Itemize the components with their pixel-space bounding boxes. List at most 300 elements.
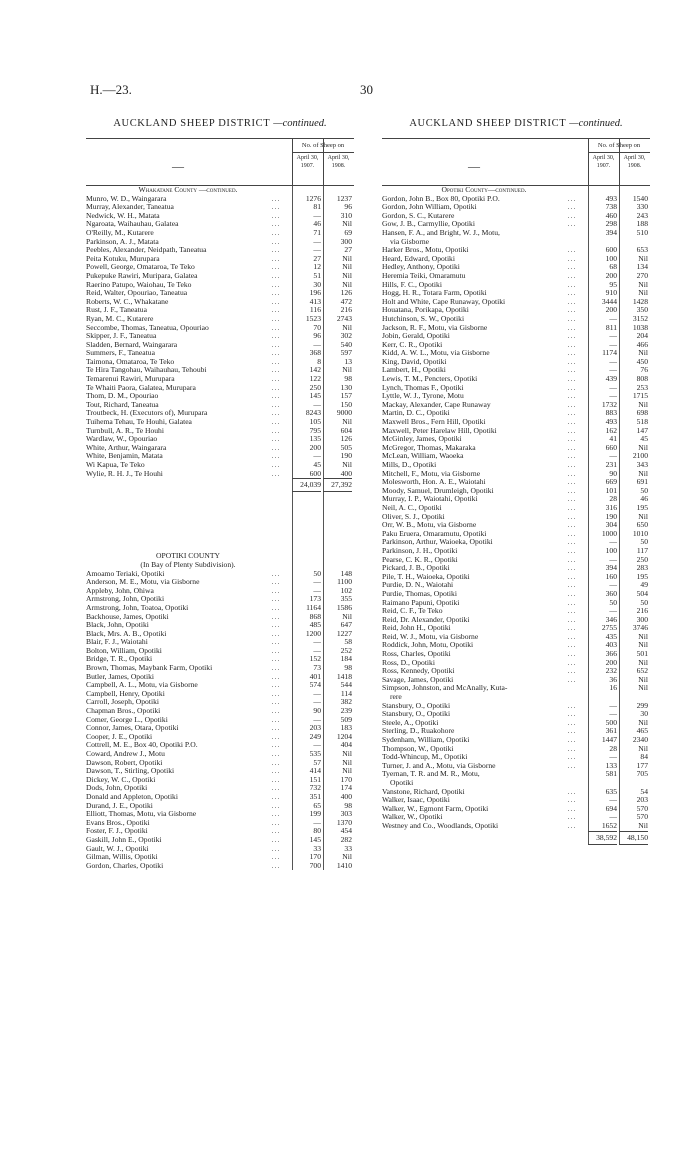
leader-dots: ... [271,664,281,673]
sheep-1907: 738 [605,202,617,212]
owner-name: Munro, W. D., Waingarara [86,194,167,203]
leader-dots: ... [271,246,281,255]
owner-name: Walker, W., Opotiki [382,813,443,822]
spacer-row [86,544,354,553]
sheep-1908: 465 [636,726,648,736]
leader-dots: ... [271,280,281,289]
sheep-1907: 170 [309,852,321,862]
leader-dots: ... [271,271,281,280]
leader-dots: ... [567,478,577,487]
sheep-1908: 1010 [632,528,648,538]
right-column [382,116,650,845]
sheep-1908: 50 [640,597,648,607]
leader-dots: ... [567,357,577,366]
table-body [382,186,650,845]
sheep-1907: 203 [309,723,321,733]
owner-name: Powell, George, Omataroa, Te Teko [86,263,195,272]
leader-dots: ... [271,443,281,452]
page-number: 30 [360,82,373,97]
sheep-1907: 394 [605,563,617,573]
sheep-1907: — [609,606,617,616]
sheep-1907: — [609,580,617,590]
owner-name: Lynch, Thomas F., Opotiki [382,383,464,392]
owner-name: Moody, Samuel, Drumleigh, Opotiki [382,486,494,495]
sheep-1907: 732 [309,783,321,793]
owner-name: Tyernan, T. R. and M. R., Motu, [382,770,480,779]
owner-name: Vanstone, Richard, Opotiki [382,787,465,796]
section-heading [86,552,354,561]
owner-name: Anderson, M. E., Motu, via Gisborne [86,578,200,587]
owner-name: Te Whaiti Paora, Galatea, Murupara [86,383,196,392]
leader-dots: ... [271,392,281,401]
header-rule [292,139,293,185]
sheep-1907: 24,039 [292,478,321,492]
sheep-1907: 160 [605,571,617,581]
sheep-1908: 270 [636,270,648,280]
page-header [90,82,645,102]
sheep-1908: 597 [340,348,352,358]
leader-dots: ... [271,835,281,844]
sheep-1908: Nil [638,743,648,753]
leader-dots: ... [271,603,281,612]
owner-name: Holt and White, Cape Runaway, Opotiki [382,297,506,306]
sheep-1907: 50 [609,597,617,607]
leader-dots: ... [271,340,281,349]
owner-name: Black, John, Opotiki [86,621,149,630]
leader-dots: ... [567,409,577,418]
leader-dots: ... [567,710,577,719]
sheep-1907: — [609,812,617,822]
leader-dots: ... [271,306,281,315]
header-col-1907: April 30, 1907. [592,155,615,169]
owner-name: Ross, D., Opotiki [382,658,435,667]
sheep-1907: 68 [609,262,617,272]
leader-dots: ... [271,349,281,358]
sheep-1907: 12 [313,262,321,272]
sheep-1908: 134 [636,262,648,272]
sheep-1908: 9000 [336,408,352,418]
owner-name: Gordon, S. C., Kutarere [382,211,455,220]
column-title-text: AUCKLAND SHEEP DISTRICT [409,118,567,129]
owner-name: Thompson, W., Opotiki [382,744,454,753]
spacer-row [86,509,354,518]
sheep-1907: — [609,795,617,805]
owner-name: Gaskill, John E., Opotiki [86,835,162,844]
sheep-1908: 195 [636,502,648,512]
sheep-1908: Nil [342,417,352,427]
owner-name: Armstrong, John, Opotiki [86,595,165,604]
sheep-1908: 283 [636,563,648,573]
leader-dots: ... [271,741,281,750]
leader-dots: ... [271,263,281,272]
sheep-1907: 600 [309,468,321,478]
sheep-1907: 1523 [305,313,321,323]
owner-name: Sydenham, William, Opotiki [382,736,470,744]
owner-name: Maxwell Bros., Fern Hill, Opotiki [382,418,486,427]
leader-dots: ... [567,418,577,427]
sheep-1907: 439 [605,374,617,384]
sheep-1907: 28 [609,494,617,504]
sheep-1907: 8 [317,356,321,366]
owner-name: Mackay, Alexander, Cape Runaway [382,400,491,409]
sheep-1907: 394 [605,227,617,237]
sheep-1908: Nil [342,219,352,229]
leader-dots: ... [271,220,281,229]
leader-dots: ... [567,323,577,332]
sheep-1907: 71 [313,227,321,237]
table-body [86,186,354,870]
sheep-1907: — [313,645,321,655]
table-header [382,138,650,186]
leader-dots: ... [567,314,577,323]
leader-dots: ... [567,589,577,598]
sheep-1907: 232 [605,666,617,676]
spacer-row [86,518,354,527]
sheep-1908: 1227 [336,628,352,638]
leader-dots: ... [271,732,281,741]
sheep-1907: — [609,554,617,564]
owner-name: Neil, A. C., Opotiki [382,503,442,512]
sheep-1907: 304 [605,520,617,530]
sheep-1907: — [609,537,617,547]
owner-name: Maxwell, Peter Harelaw Hill, Opotiki [382,426,497,435]
sheep-1908: 147 [636,425,648,435]
sheep-1907: 105 [309,417,321,427]
sheep-1908: 404 [340,740,352,750]
spacer-row [86,535,354,544]
sheep-1908: 216 [340,305,352,315]
sheep-1907: 535 [309,749,321,758]
owner-name: (In Bay of Plenty Subdivision). [140,560,236,569]
owner-name: Hills, F. C., Opotiki [382,280,442,289]
sheep-1908: 505 [340,442,352,452]
header-group-label: No. of Sheep on [588,139,650,153]
sheep-1907: 460 [605,210,617,220]
owner-name: Parkinson, J. H., Opotiki [382,546,458,555]
sheep-1907: 90 [313,706,321,716]
leader-dots: ... [271,621,281,630]
table-header [86,138,354,186]
owner-name: Amoamo Teriaki, Opotiki [86,569,165,578]
sheep-1907: 360 [605,588,617,598]
leader-dots: ... [271,297,281,306]
leader-dots: ... [567,503,577,512]
owner-name: Gilman, Willis, Opotiki [86,853,158,862]
sheep-1907: 2755 [601,623,617,633]
sheep-1908: 650 [636,520,648,530]
sheep-1908: Nil [638,640,648,650]
sheep-1907: — [609,313,617,323]
leader-dots: ... [567,469,577,478]
sheep-1907: 700 [309,860,321,870]
sheep-1907: — [609,451,617,461]
owner-name: Summers, F., Taneatua [86,349,155,358]
owner-name: Mills, D., Opotiki [382,461,437,469]
owner-name: Armstrong, John, Toatoa, Opotiki [86,603,189,612]
owner-name: Troutbeck, H. (Executors of), Murupara [86,409,208,418]
sheep-1907: — [609,382,617,392]
sheep-1908: Nil [638,717,648,727]
sheep-1908: 13 [344,356,352,366]
leader-dots: ... [271,254,281,263]
owner-name: McLean, William, Waoeka [382,452,464,461]
column-title-text: AUCKLAND SHEEP DISTRICT [113,118,271,129]
owner-name: Kidd, A. W. L., Motu, via Gisborne [382,349,490,358]
owner-name: Evans Bros., Opotiki [86,818,150,827]
owner-name: Cooper, J. E., Opotiki [86,732,153,741]
sheep-1907: 162 [605,425,617,435]
leader-dots: ... [271,853,281,862]
table-row [382,822,650,831]
sheep-1908: 282 [340,834,352,844]
owner-name: McGinley, James, Opotiki [382,435,462,444]
owner-name: Tuihema Tehau, Te Houhi, Galatea [86,418,192,427]
leader-dots: ... [567,271,577,280]
sheep-1907: — [313,697,321,707]
sheep-1907: 196 [309,288,321,298]
owner-name: Gordon, Charles, Opotiki [86,861,164,870]
owner-name: Dawson, Robert, Opotiki [86,758,163,767]
sheep-1908: 518 [636,417,648,427]
owner-name: Gow, J. B., Carmyllie, Opotiki [382,220,475,229]
leader-dots: ... [271,578,281,587]
sheep-1908: Nil [342,279,352,289]
owner-name: Stansbury, O., Opotiki [382,701,451,710]
leader-dots: ... [271,646,281,655]
leader-dots: ... [567,787,577,796]
owner-name: Raimano Papuni, Opotiki [382,598,460,607]
leader-dots: ... [271,237,281,246]
sheep-1907: 401 [309,671,321,681]
leader-dots: ... [567,736,577,744]
sheep-1908: Nil [638,631,648,641]
leader-dots: ... [567,392,577,401]
sheep-1907: 361 [605,726,617,736]
table-row [86,349,354,358]
owner-name: Wi Kapua, Te Teko [86,461,145,469]
sheep-1908: 501 [636,649,648,659]
sheep-1908: 126 [340,434,352,444]
sheep-1907: 73 [313,663,321,673]
leader-dots: ... [567,546,577,555]
header-col-1907: April 30, 1907. [296,155,319,169]
sheep-1907: — [313,245,321,255]
owner-name: Heremia Teiki, Omaramutu [382,271,466,280]
leader-dots: ... [271,375,281,384]
sheep-1908: Nil [342,611,352,621]
sheep-1908: Nil [638,683,648,693]
owner-name: Wylie, R. H. J., Te Houhi [86,469,163,478]
owner-name: Turner, J. and A., Motu, via Gisborne [382,761,496,770]
sheep-1908: 299 [636,700,648,710]
sheep-1907: 28 [609,743,617,753]
sheep-1907: 1000 [601,528,617,538]
leader-dots: ... [271,638,281,647]
leader-dots: ... [567,366,577,375]
leader-dots: ... [567,598,577,607]
owner-name: Seccombe, Thomas, Taneatua, Opouriao [86,323,209,332]
sheep-1907: 135 [309,434,321,444]
sheep-1907: 16 [609,683,617,693]
leader-dots: ... [271,767,281,776]
leader-dots: ... [567,289,577,298]
sheep-1908: 253 [636,382,648,392]
leader-dots: ... [567,615,577,624]
sheep-1907: — [313,339,321,349]
owner-name: Heard, Edward, Opotiki [382,254,455,263]
header-rule [323,139,324,185]
leader-dots: ... [271,818,281,827]
leader-dots: ... [567,555,577,564]
leader-dots: ... [271,655,281,664]
sheep-1907: 200 [605,305,617,315]
owner-name: Sterling, D., Ruakohore [382,727,455,736]
column-title-suffix: —continued. [569,118,623,129]
owner-name: Pearse, C. K. R., Opotiki [382,555,458,564]
sheep-1907: — [609,700,617,710]
sheep-1907: 600 [605,245,617,255]
sheep-1907: 116 [309,305,321,315]
sheep-1908: 1715 [632,391,648,401]
sheep-1907: — [313,236,321,246]
leader-dots: ... [567,521,577,530]
sheep-1908: 117 [636,545,648,555]
sheep-1908: 1428 [632,296,648,306]
sheep-1907: 200 [605,657,617,667]
owner-name: Foster, F. J., Opotiki [86,827,148,836]
sheep-1908: 570 [636,812,648,822]
sheep-1908: 50 [640,485,648,495]
leader-dots: ... [271,784,281,793]
owner-name: Thom, D. M., Opouriao [86,392,159,401]
leader-dots: ... [271,418,281,427]
owner-name: Harker Bros., Motu, Opotiki [382,246,469,255]
header-rule [619,139,620,185]
header-rule [588,139,589,185]
leader-dots: ... [567,461,577,469]
sheep-1907: — [313,585,321,595]
owner-name: Blair, F. J., Waiotahi [86,638,148,647]
sheep-1907: 200 [605,270,617,280]
owner-name: Appleby, John, Ohiwa [86,586,154,595]
sheep-1907: 413 [309,296,321,306]
sheep-1908: 148 [340,568,352,578]
leader-dots: ... [567,443,577,452]
sheep-1907: — [609,356,617,366]
owner-name: Cottrell, M. E., Box 40, Opotiki P.O. [86,741,198,750]
table-row [382,684,650,693]
total-row [382,831,650,845]
sheep-1908: 170 [340,774,352,784]
column-title [382,116,650,132]
sheep-1907: 41 [609,434,617,444]
sheep-1907: 493 [605,417,617,427]
leader-dots: ... [567,246,577,255]
leader-dots: ... [567,538,577,547]
owner-name: Rust, J. F., Taneatua [86,306,147,315]
owner-name: Simpson, Johnston, and McAnally, Kuta- [382,684,508,693]
sheep-1908: 303 [340,809,352,819]
owner-name: Dods, John, Opotiki [86,784,148,793]
sheep-1907: — [313,577,321,587]
sheep-1907: 57 [313,757,321,767]
sheep-1907: 435 [605,631,617,641]
sheep-1907: 250 [309,382,321,392]
sheep-1908: 698 [636,408,648,418]
owner-name: Reid, John H., Opotiki [382,624,451,633]
sheep-1908: 3746 [632,623,648,633]
owner-name: White, Arthur, Waingarara [86,443,167,452]
sheep-1908: 343 [636,460,648,469]
leader-dots: ... [567,641,577,650]
sheep-1908: Nil [638,657,648,667]
sheep-1908: 76 [640,365,648,375]
leader-dots: ... [567,564,577,573]
sheep-1908: 27 [344,245,352,255]
owner-name: Orr, W. B., Motu, via Gisborne [382,521,477,530]
leader-dots: ... [567,495,577,504]
sheep-1907: 100 [605,253,617,263]
sheep-1907: 1276 [305,193,321,203]
sheep-1907: 1164 [306,602,321,612]
sheep-1908: 203 [636,795,648,805]
sheep-1907: 190 [605,511,617,521]
sheep-1908: 130 [340,382,352,392]
owner-name: Temarenui Rawiri, Murupara [86,375,175,384]
leader-dots: ... [271,211,281,220]
leader-dots: ... [271,323,281,332]
leader-dots: ... [271,383,281,392]
owner-name: Murray, Alexander, Taneatua [86,203,174,212]
sheep-1908: 302 [340,331,352,341]
leader-dots: ... [567,426,577,435]
sheep-1907: 145 [309,391,321,401]
owner-name: Pickard, J. B., Opotiki [382,564,450,573]
sheep-1908: Nil [342,365,352,375]
sheep-1907: 883 [605,408,617,418]
owner-name: rere [390,693,402,702]
owner-name: Parkinson, Arthur, Waioeka, Opotiki [382,538,493,547]
leader-dots: ... [271,758,281,767]
sheep-1907: 1174 [602,348,617,358]
leader-dots: ... [567,744,577,753]
leader-dots: ... [567,220,577,229]
sheep-1908: Nil [342,460,352,469]
sheep-1908: 504 [636,588,648,598]
owner-name: Backhouse, James, Opotiki [86,612,169,621]
owner-name: Bridge, T. R., Opotiki [86,655,153,664]
sheep-1907: — [313,451,321,461]
owner-name: Gordon, John B., Box 80, Opotiki P.O. [382,194,500,203]
sheep-1908: 330 [636,202,648,212]
sheep-1907: 249 [309,731,321,741]
leader-dots: ... [567,211,577,220]
owner-name: Nedwick, W. H., Matata [86,211,160,220]
leader-dots: ... [567,254,577,263]
leader-dots: ... [567,529,577,538]
owner-name: Ross, Kennedy, Opotiki [382,667,455,676]
leader-dots: ... [567,332,577,341]
sheep-1908: Nil [342,262,352,272]
sheep-1908: 96 [344,202,352,212]
sheep-1907: 45 [313,460,321,469]
sheep-1907: 199 [309,809,321,819]
sheep-1908: 1204 [336,731,352,741]
sheep-1907: 414 [309,766,321,776]
leader-dots: ... [567,796,577,805]
sheep-1907: — [609,339,617,349]
owner-name: Purdie, Thomas, Opotiki [382,589,457,598]
